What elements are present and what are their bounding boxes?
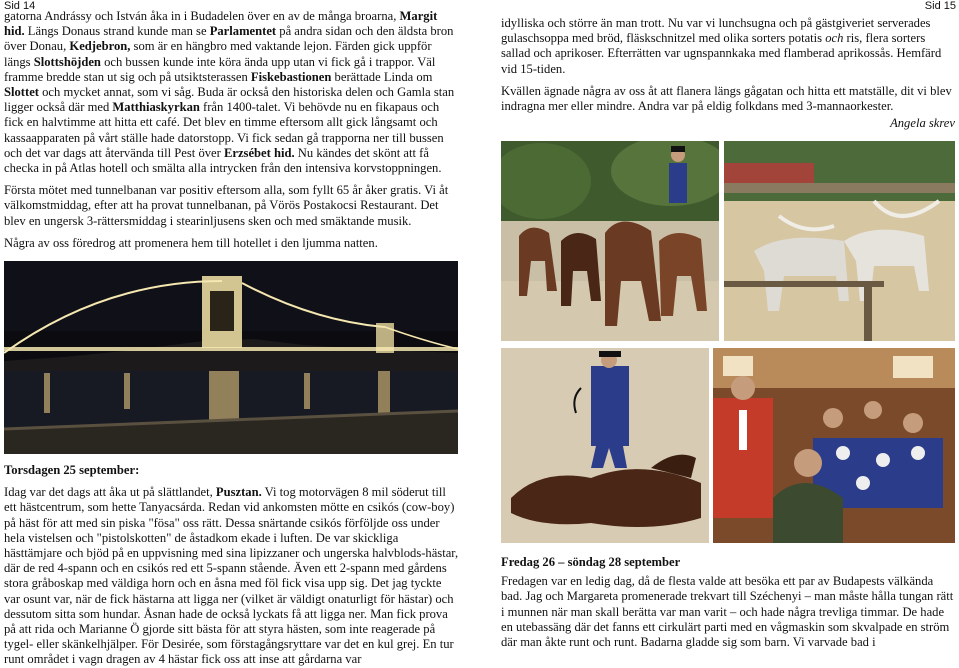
bold-text: Erzsébet hid.: [223, 145, 295, 160]
bold-text: Slottshöjden: [33, 54, 101, 69]
bold-text: Matthiaskyrkan: [112, 100, 200, 115]
paragraph-evening: Kvällen ägnade några av oss åt att flanera längs gågatan och hitta ett matställe, dit vi blev indragna mer eller mindre. Andra var på eldig folkdans med 3-mannaorkester.: [501, 83, 952, 114]
bold-text: Pusztan.: [215, 485, 262, 500]
paragraph-baths: Fredagen var en ledig dag, då de flesta valde att besöka ett par av Budapests välkända bad. Jag och Margareta promenerade trekvart till Széchenyi – man måste hålla tungan rätt i munnen när man skall berätta var man varit – och hade några trevliga timmar. De hade en utebassäng där det fanns ett cirkulärt parti med en vågmaskin som skvalpade en ström där man åkte runt och runt. Badarna gladde sig som barn. Vi varvade bad i: [501, 574, 954, 650]
paragraph-metro: Första mötet med tunnelbanan var positiv eftersom alla, som fyllt 65 år åker gratis. Vi åt välkomstmiddag, efter att ha provat tunnelbanan, på Vörös Postakocsi Restaurant. Det blev en ungersk 3-rättersmiddag i stearinljusens sken och med smäktande musik.: [4, 183, 449, 228]
grey-cattle-photo: [724, 141, 955, 341]
text-run: Nu kändes det skönt att få checka in på Atlas hotell och smälta alla intrycken från den intensiva korvstoppningen.: [4, 145, 442, 176]
chain-bridge-night-photo: [4, 261, 458, 454]
left-column-top: [4, 9, 459, 258]
bold-text: Parlamentet: [209, 24, 277, 39]
heading-thursday: Torsdagen 25 september:: [4, 463, 140, 477]
page-number-left: Sid 14: [4, 0, 36, 12]
bold-text: Fiskebastionen: [250, 69, 332, 84]
paragraph-buda-tour: [4, 9, 459, 176]
restaurant-musicians-photo: [713, 348, 955, 543]
text-run: berättade Linda om: [331, 69, 433, 84]
right-column-top: [501, 16, 955, 131]
paragraph-walk-home: Några av oss föredrog att promenera hem till hotellet i den ljumma natten.: [4, 235, 378, 250]
csikos-horses-photo: [501, 141, 719, 341]
signature: Angela skrev: [890, 116, 955, 131]
right-column-bottom: [501, 555, 955, 650]
paragraph-puszta: [4, 485, 459, 667]
text-run: Idag var det dags att åka ut på slättlandet,: [4, 485, 216, 500]
text-run: Längs Donaus strand kunde man se: [24, 24, 210, 39]
page-number-right: Sid 15: [924, 0, 956, 12]
text-run: som är en hängbro med vaktande lejon. Färden gick uppför längs: [4, 39, 432, 69]
text-run: på andra sidan och den äldsta bron över Donau,: [4, 24, 454, 54]
text-run: och mycket annat, som vi såg. Buda är också den historiska delen och Gamla stan ligger också där med: [4, 85, 455, 115]
text-run: gatorna Andrássy och István åka in i Budadelen över en av de många broarna,: [4, 9, 400, 23]
text-run: ris, flera sorters sallad och aprikoser. Efterrätten var ugnspannkaka med flamberad aprikossås. Hemfärd vid 15-tiden.: [501, 31, 942, 76]
text-run: och bussen kunde inte köra ända upp utan vi fick gå i trappor. Väl framme bredde stan ut sig och på utsiktsterassen: [4, 54, 436, 84]
text-run: från 1400-talet. Vi behövde nu en fikapaus och fick en halvtimme att hitta ett café. Det blev en timme eftersom allt gick långsamt och kassaapparaten på vårt ställe hade datorstopp. Vi fick sedan gå trapporna ner till bussen och det var dags att återvända till Pest över: [4, 100, 444, 160]
left-column-bottom: [4, 463, 459, 668]
italic-text: och: [825, 31, 844, 46]
bold-text: Slottet: [4, 85, 39, 100]
heading-friday-sunday: Fredag 26 – söndag 28 september: [501, 555, 681, 569]
lying-horse-photo: [501, 348, 709, 543]
text-run: Vi tog motorvägen 8 mil söderut till ett hästcentrum, som hette Tanyacsárda. Redan vid ankomsten mötte en csikós (cow-boy) på häst för att med sin piska "fösa" oss rätt. Dessa snärtande csikós förföljde oss under hela vistelsen och "pistolskotten" de åstadkom ekade i luften. De var skickliga hästtämjare och bjöd på en uppvisning med sina lipizzaner och ungerska halvblods-hästar, där de red 4-spann och en csikós red ett 5-spann stående. Även ett 2-spann med gårdens stora gråboskap med väldiga horn och en åsna med föl fick visa upp sig. Det jag tyckte var osunt var, när de fick hästarna att ligga ner (vilket är väldigt onaturligt för hästar) och dessutom sitta som hundar. Åsnan hade de också lyckats få att ligga ner. Man fick prova på att rida och Marianne Ö gjorde sitt bästa för att styra hästen, som inte reagerade på tygel- eller skänkelhjälper. För Desirée, som förstagångsryttare var det en kul grej. En tur runt området i vagn dragen av 4 hästar fick oss att inse att gårdarna var: [4, 485, 459, 667]
bold-text: Kedjebron,: [69, 39, 131, 54]
paragraph-lunch: [501, 16, 955, 77]
text-run: idylliska och större än man trott. Nu var vi lunchsugna och på gästgiveriet serverades gulaschsoppa med bröd, fläskschnitzel med olika sorters potatis: [501, 16, 931, 46]
bold-text: Margit hid.: [4, 9, 438, 39]
